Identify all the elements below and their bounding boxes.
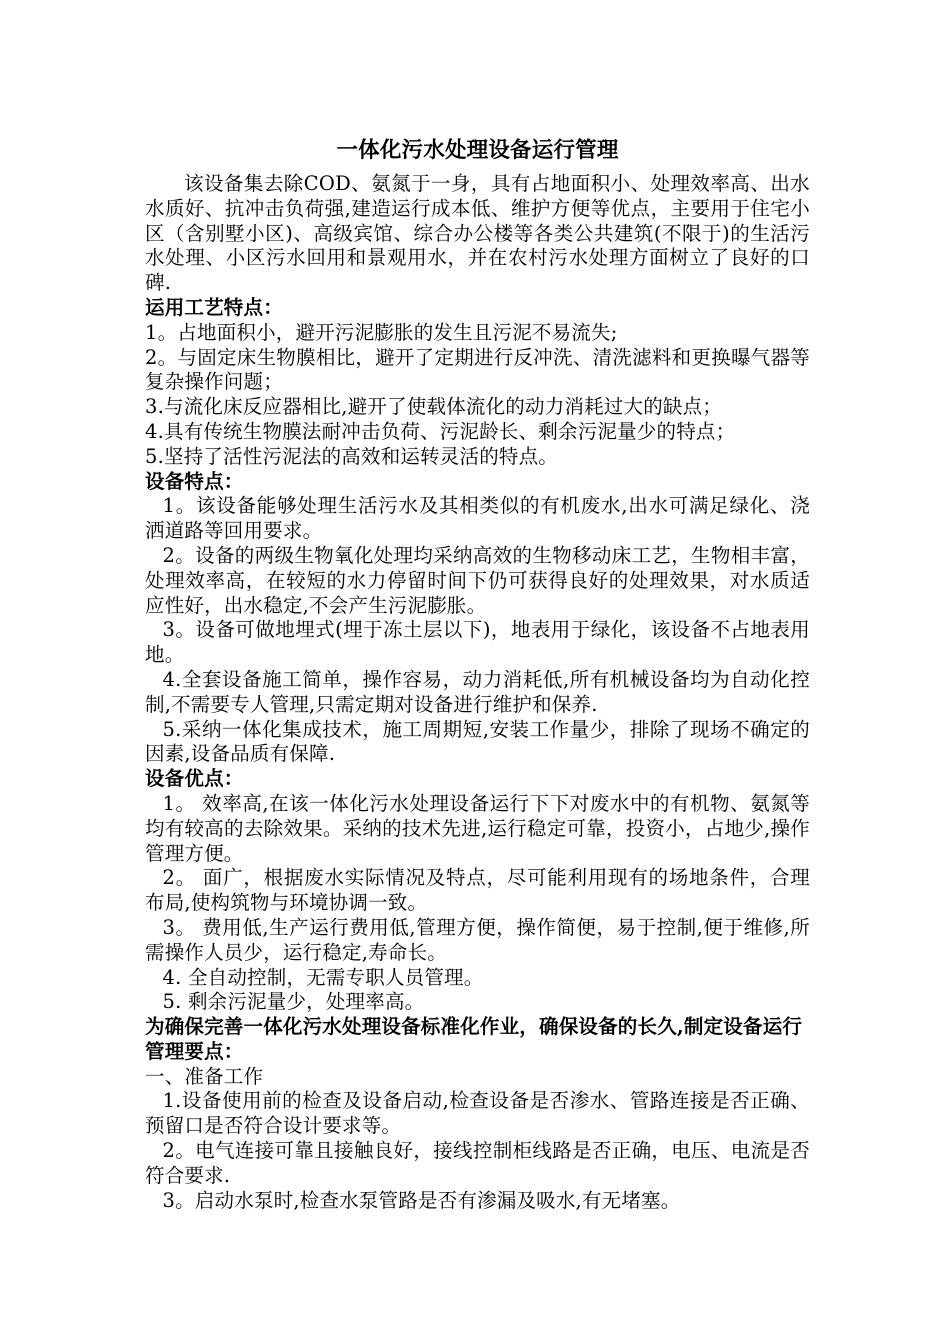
list-item: 3。 费用低,生产运行费用低,管理方便，操作简便，易于控制,便于维修,所需操作人员少，运行稳定,寿命长。: [145, 915, 810, 964]
section-heading: 设备优点：: [145, 767, 244, 791]
list-item: 2。设备的两级生物氧化处理均采纳高效的生物移动床工艺，生物相丰富，处理效率高，在较短的水力停留时间下仍可获得良好的处理效果，对水质适应性好，出水稳定,不会产生污泥膨胀。: [145, 543, 810, 617]
list-item: 4. 全自动控制，无需专职人员管理。: [162, 965, 484, 989]
list-item: 3.与流化床反应器相比,避开了使载体流化的动力消耗过大的缺点；: [145, 395, 723, 419]
document-title: 一体化污水处理设备运行管理: [336, 138, 619, 163]
list-item: 5. 剩余污泥量少，处理率高。: [162, 990, 425, 1014]
list-item: 3。启动水泵时,检查水泵管路是否有渗漏及吸水,有无堵塞。: [162, 1188, 681, 1212]
management-heading: 为确保完善一体化污水处理设备标准化作业，确保设备的长久,制定设备运行管理要点：: [145, 1015, 803, 1063]
section-heading: 设备特点：: [145, 469, 244, 493]
list-item: 4.全套设备施工简单，操作容易，动力消耗低,所有机械设备均为自动化控制,不需要专人管理,只需定期对设备进行维护和保养.: [145, 667, 810, 716]
section-preparation: [145, 1065, 810, 1214]
list-item: 5.坚持了活性污泥法的高效和运转灵活的特点。: [145, 444, 559, 468]
list-item: 1。占地面积小，避开污泥膨胀的发生且污泥不易流失;: [145, 320, 618, 344]
list-item: 5.采纳一体化集成技术，施工周期短,安装工作量少，排除了现场不确定的因素,设备品质有保障.: [145, 717, 810, 766]
list-item: 2。电气连接可靠且接触良好，接线控制柜线路是否正确，电压、电流是否符合要求.: [145, 1139, 810, 1187]
list-item: 1.设备使用前的检查及设备启动,检查设备是否渗水、管路连接是否正确、预留口是否符合设计要求等。: [145, 1089, 810, 1138]
subsection-heading: 一、准备工作: [145, 1064, 264, 1088]
list-item: 4.具有传统生物膜法耐冲击负荷、污泥龄长、剩余污泥量少的特点；: [145, 419, 736, 443]
intro-paragraph: 该设备集去除COD、氨氮于一身，具有占地面积小、处理效率高、出水水质好、抗冲击负荷强,建造运行成本低、维护方便等优点，主要用于住宅小区（含别墅小区)、高级宾馆、综合办公楼等各类公共建筑(不限于)的生活污水处理、小区污水回用和景观用水，并在农村污水处理方面树立了良好的口碑.: [145, 172, 810, 295]
list-item: 1。 效率高,在该一体化污水处理设备运行下下对废水中的有机物、氨氮等均有较高的去除效果。采纳的技术先进,运行稳定可靠，投资小，占地少,操作管理方便。: [145, 791, 810, 865]
list-item: 2。 面广，根据废水实际情况及特点，尽可能利用现有的场地条件，合理布局,使构筑物与环境协调一致。: [145, 866, 810, 915]
list-item: 1。该设备能够处理生活污水及其相类似的有机废水,出水可满足绿化、浇洒道路等回用要求。: [145, 494, 810, 543]
section-heading: 运用工艺特点：: [145, 295, 283, 319]
section-equipment-advantages: [145, 767, 810, 1015]
list-item: 2。与固定床生物膜相比，避开了定期进行反冲洗、清洗滤料和更换曝气器等复杂操作问题；: [145, 345, 810, 394]
section-process-features: [145, 296, 810, 470]
document-page: [145, 137, 810, 1213]
section-equipment-features: [145, 470, 810, 768]
list-item: 3。设备可做地埋式(埋于冻土层以下)，地表用于绿化，该设备不占地表用地。: [145, 618, 810, 667]
